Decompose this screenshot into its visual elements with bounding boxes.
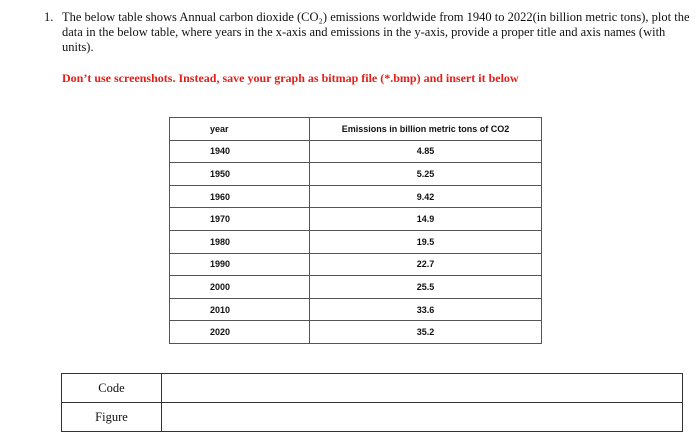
question-text: The below table shows Annual carbon dioxide (CO₂) emissions worldwide from 1940 to 2022(in billion metric tons), plot the data in the below table, where years in the x-axis and emissions in the y-axis, provide a proper title and axis names (with units). <box>62 10 690 54</box>
year-cell: 2020 <box>170 321 310 344</box>
table-row <box>170 253 542 276</box>
emissions-cell: 4.85 <box>310 140 542 163</box>
table-row <box>170 298 542 321</box>
year-cell: 1960 <box>170 185 310 208</box>
header-emissions: Emissions in billion metric tons of CO2 <box>310 118 542 141</box>
table-row <box>170 208 542 231</box>
emissions-cell: 22.7 <box>310 253 542 276</box>
table-row <box>170 140 542 163</box>
figure-label: Figure <box>62 403 162 432</box>
code-answer-cell[interactable] <box>162 374 683 403</box>
warning-text: Don’t use screenshots. Instead, save your graph as bitmap file (*.bmp) and insert it below <box>62 71 519 85</box>
figure-answer-cell[interactable] <box>162 403 683 432</box>
table-header-row <box>170 118 542 141</box>
year-cell: 1950 <box>170 163 310 186</box>
answer-row-code <box>62 374 683 403</box>
year-cell: 1980 <box>170 230 310 253</box>
table-row <box>170 230 542 253</box>
year-cell: 2010 <box>170 298 310 321</box>
emissions-cell: 19.5 <box>310 230 542 253</box>
emissions-cell: 9.42 <box>310 185 542 208</box>
year-cell: 1990 <box>170 253 310 276</box>
emissions-cell: 25.5 <box>310 276 542 299</box>
table-row <box>170 321 542 344</box>
table-row <box>170 185 542 208</box>
emissions-cell: 5.25 <box>310 163 542 186</box>
year-cell: 2000 <box>170 276 310 299</box>
question-number: 1. <box>44 10 54 24</box>
code-label: Code <box>62 374 162 403</box>
answer-table <box>61 373 683 432</box>
emissions-cell: 35.2 <box>310 321 542 344</box>
emissions-table <box>169 117 542 344</box>
table-row <box>170 163 542 186</box>
answer-row-figure <box>62 403 683 432</box>
header-year: year <box>170 118 310 141</box>
year-cell: 1940 <box>170 140 310 163</box>
emissions-cell: 14.9 <box>310 208 542 231</box>
table-row <box>170 276 542 299</box>
emissions-cell: 33.6 <box>310 298 542 321</box>
year-cell: 1970 <box>170 208 310 231</box>
